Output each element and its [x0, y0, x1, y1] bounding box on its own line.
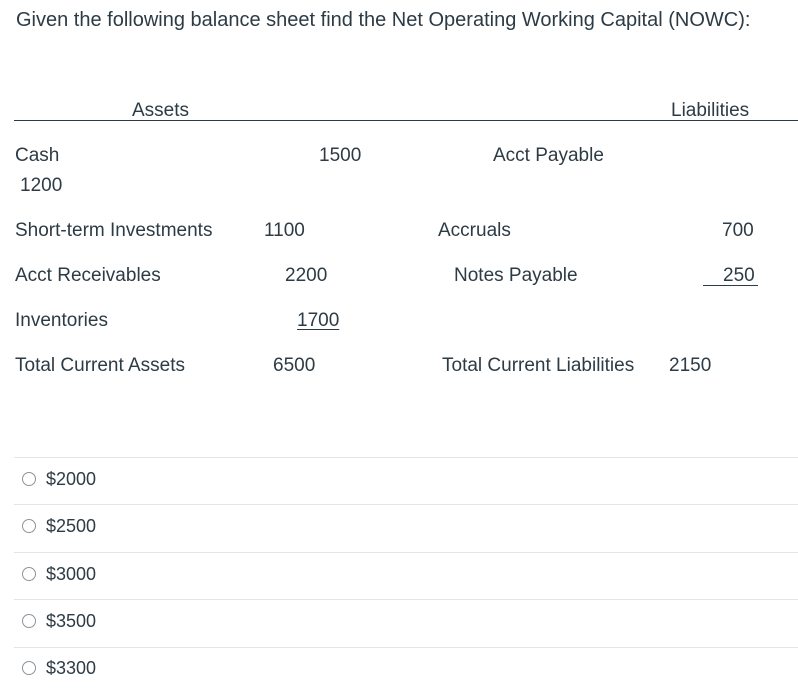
asset-extra-cash: 1200	[20, 175, 63, 196]
answer-option[interactable]	[14, 551, 794, 597]
header-rule	[14, 120, 798, 121]
answer-option-label: $3300	[46, 657, 97, 678]
liability-label-accruals: Accruals	[438, 220, 511, 241]
answer-option[interactable]	[14, 598, 794, 644]
asset-value-short-term-investments: 1100	[264, 220, 305, 241]
liability-label-acct-payable: Acct Payable	[493, 145, 604, 166]
asset-label-cash: Cash	[15, 145, 60, 166]
asset-label-inventories: Inventories	[15, 310, 108, 331]
answer-option[interactable]	[14, 645, 794, 691]
assets-header: Assets	[132, 100, 190, 121]
radio-button[interactable]	[22, 567, 36, 581]
liability-value-notes-payable: 250	[723, 265, 755, 286]
radio-button[interactable]	[22, 614, 36, 628]
radio-button[interactable]	[22, 519, 36, 533]
liability-label-total-current-liabilities: Total Current Liabilities	[442, 355, 635, 376]
answer-option-label: $3500	[46, 610, 97, 631]
asset-value-inventories: 1700	[297, 310, 340, 331]
answer-option-label: $2500	[46, 515, 97, 536]
answer-option[interactable]	[14, 456, 794, 502]
asset-label-short-term-investments: Short-term Investments	[15, 220, 213, 241]
liabilities-header: Liabilities	[671, 100, 750, 121]
radio-button[interactable]	[22, 661, 36, 675]
question-prompt: Given the following balance sheet find the Net Operating Working Capital (NOWC):	[16, 9, 751, 31]
asset-value-acct-receivables: 2200	[285, 265, 328, 286]
asset-label-acct-receivables: Acct Receivables	[15, 265, 161, 286]
liability-value-total-current-liabilities: 2150	[669, 355, 712, 376]
answer-option[interactable]	[14, 503, 794, 549]
asset-label-total-current-assets: Total Current Assets	[15, 355, 186, 376]
answer-option-label: $2000	[46, 468, 97, 489]
asset-value-total-current-assets: 6500	[273, 355, 316, 376]
answer-option-label: $3000	[46, 563, 97, 584]
liability-label-notes-payable: Notes Payable	[454, 265, 578, 286]
asset-value-cash: 1500	[319, 145, 362, 166]
liability-value-accruals: 700	[722, 220, 754, 241]
radio-button[interactable]	[22, 472, 36, 486]
